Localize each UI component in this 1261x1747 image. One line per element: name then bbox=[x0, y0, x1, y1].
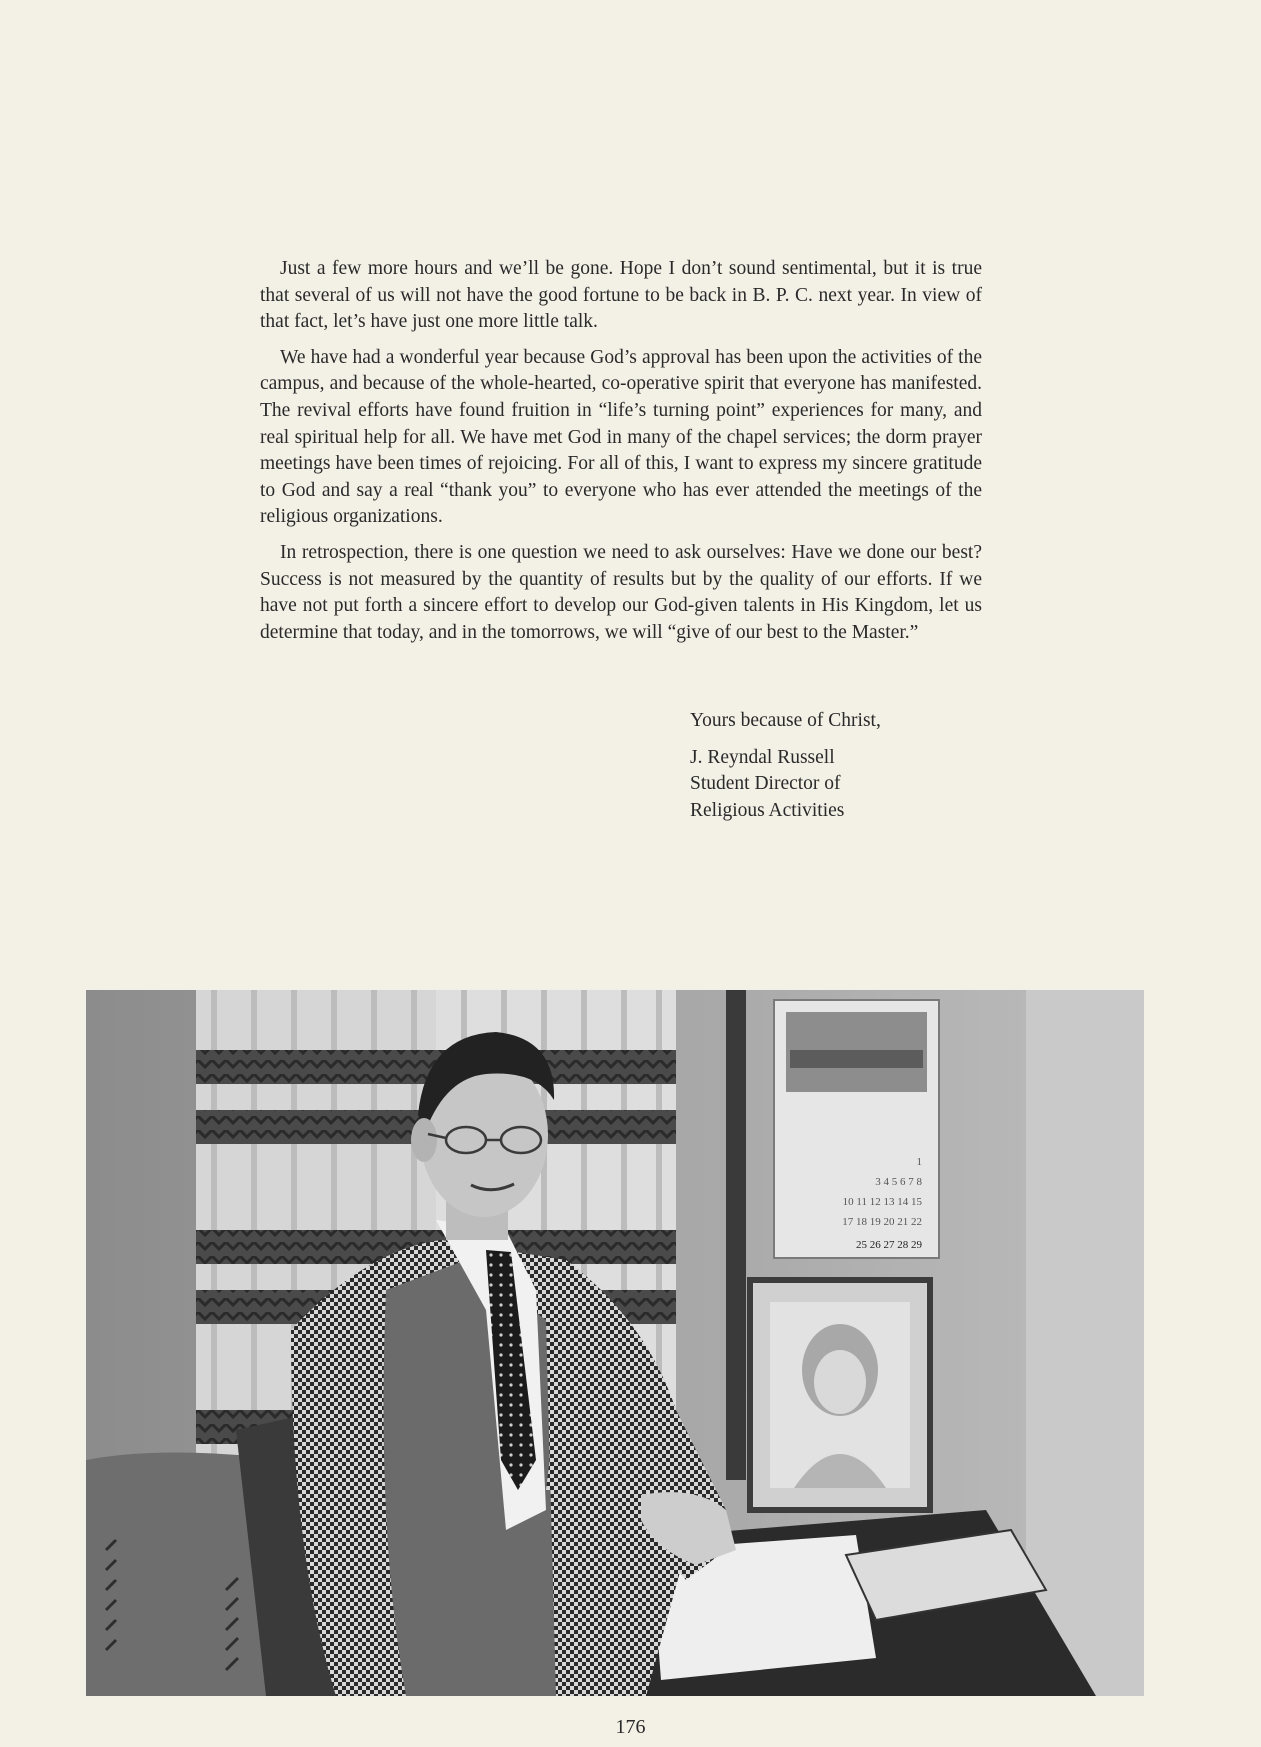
portrait-photo bbox=[86, 990, 1144, 1696]
calendar-row: 10 11 12 13 14 15 bbox=[842, 1196, 922, 1208]
signature-name: J. Reyndal Russell bbox=[690, 746, 835, 768]
letter-closing bbox=[690, 708, 881, 824]
paragraph: In retrospection, there is one question we need to ask ourselves: Have we done our best? Success is not measured by the quantity of results but by the quality of our efforts. If we have not put forth a sincere effort to develop our God-given talents in His Kingdom, let us determine that today, and in the tomorrows, we will “give of our best to the Master.” bbox=[260, 541, 982, 643]
paragraph: Just a few more hours and we’ll be gone. Hope I don’t sound sentimental, but it is true that several of us will not have the good fortune to be back in B. P. C. next year. In view of that fact, let’s have just one more little talk. bbox=[260, 258, 982, 333]
page-number: 176 bbox=[615, 1716, 646, 1738]
calendar-row: 1 bbox=[916, 1156, 922, 1168]
letter-body bbox=[260, 256, 982, 655]
calendar-row: 3 4 5 6 7 8 bbox=[875, 1176, 922, 1188]
paragraph: We have had a wonderful year because God’s approval has been upon the activities of the campus, and because of the whole-hearted, co-operative spirit that everyone has manifested. The revival efforts have found fruition in “life’s turning point” experiences for many, and real spiritual help for all. We have met God in many of the chapel services; the dorm prayer meetings have been times of rejoicing. For all of this, I want to express my sincere gratitude to God and say a real “thank you” to everyone who has ever attended the meetings of the religious organizations. bbox=[260, 346, 982, 528]
signature-title: Student Director of bbox=[690, 773, 841, 794]
calendar-row: 25 26 27 28 29 bbox=[856, 1239, 922, 1251]
signature-title: Religious Activities bbox=[690, 799, 845, 821]
closing-line: Yours because of Christ, bbox=[690, 710, 881, 731]
calendar-row: 17 18 19 20 21 22 bbox=[842, 1216, 922, 1228]
